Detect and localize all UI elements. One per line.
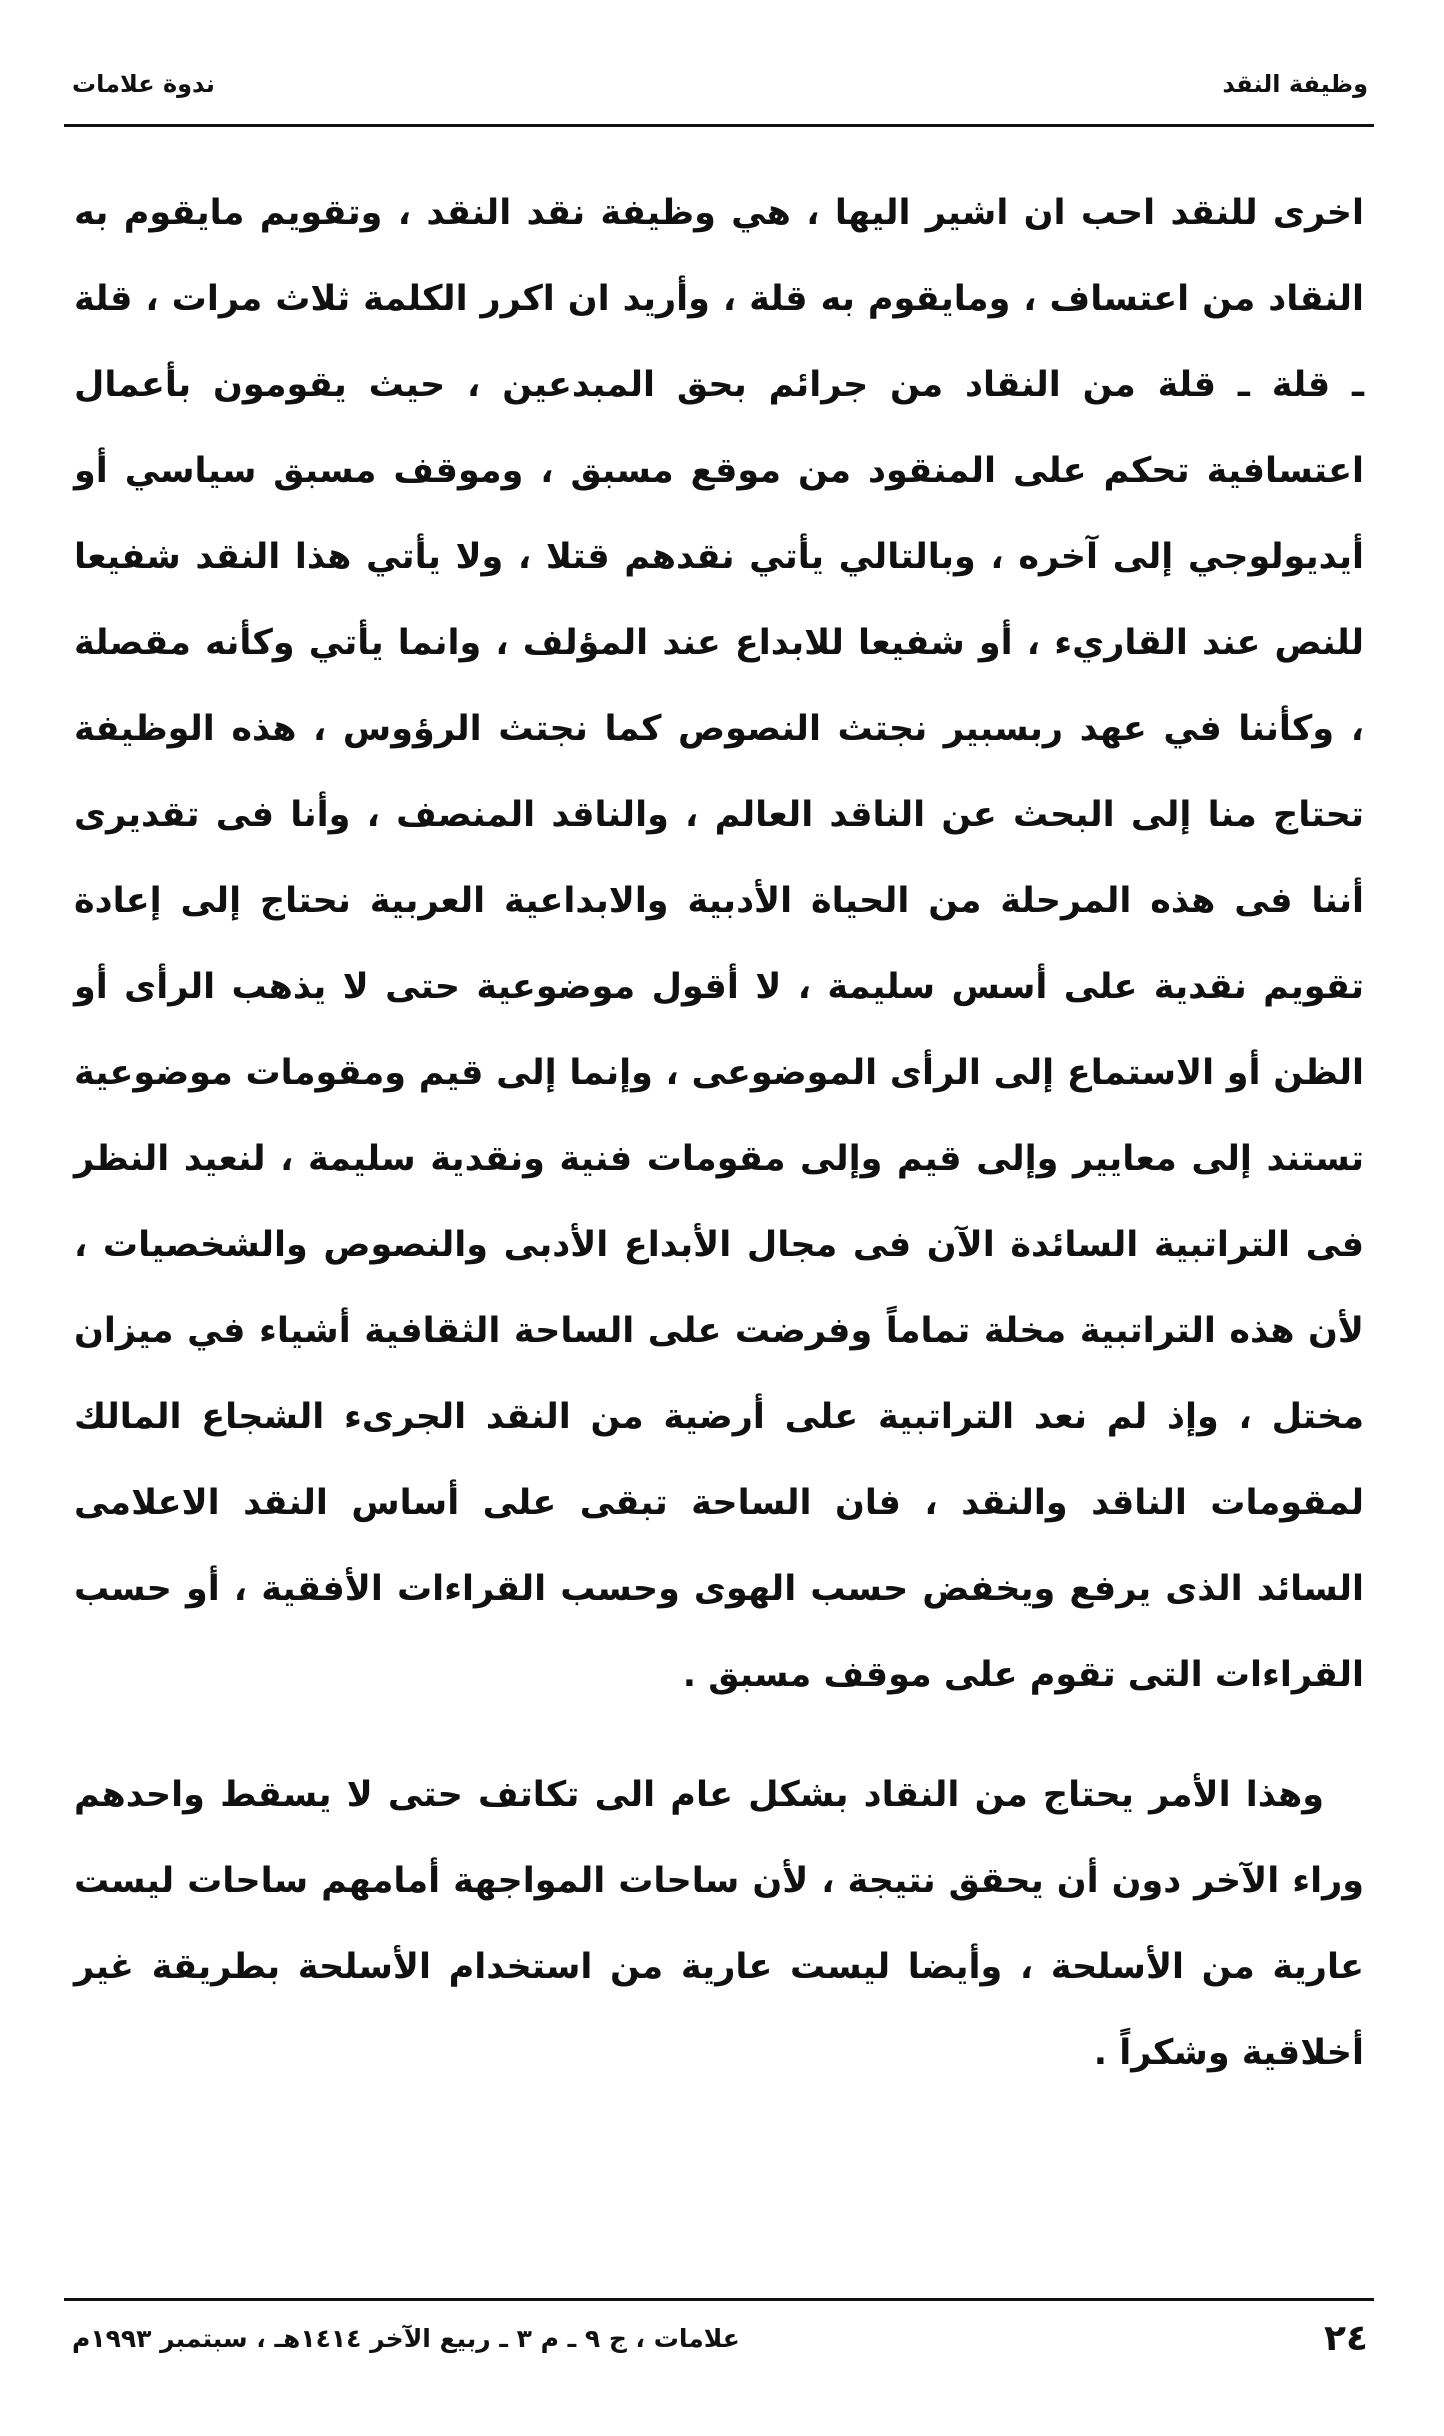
- section-title: وظيفة النقد: [1222, 70, 1368, 98]
- article-body: [74, 170, 1364, 2096]
- header-divider: [64, 124, 1374, 127]
- footer-divider: [64, 2298, 1374, 2301]
- publication-title: ندوة علامات: [72, 70, 215, 98]
- page-number: ٢٤: [1324, 2318, 1368, 2359]
- issue-info: علامات ، ج ٩ ـ م ٣ ـ ربيع الآخر ١٤١٤هـ ، سبتمبر ١٩٩٣م: [72, 2324, 740, 2353]
- running-footer: [72, 2318, 1368, 2388]
- paragraph-1: اخرى للنقد احب ان اشير اليها ، هي وظيفة نقد النقد ، وتقويم مايقوم به النقاد من اعتساف ، ومايقوم به قلة ، وأريد ان اكرر الكلمة ثلاث مرات ، قلة ـ قلة ـ قلة من النقاد من جرائم بحق المبدعين ، حيث يقومون بأعمال اعتسافية تحكم على المنقود من موقع مسبق ، وموقف مسبق سياسي أو أيديولوجي إلى آخره ، وبالتالي يأتي نقدهم قتلا ، ولا يأتي هذا النقد شفيعا للنص عند القاريء ، أو شفيعا للابداع عند المؤلف ، وانما يأتي وكأنه مقصلة ، وكأننا في عهد ربسبير نجتث النصوص كما نجتث الرؤوس ، هذه الوظيفة تحتاج منا إلى البحث عن الناقد العالم ، والناقد المنصف ، وأنا فى تقديرى أننا فى هذه المرحلة من الحياة الأدبية والابداعية العربية نحتاج إلى إعادة تقويم نقدية على أسس سليمة ، لا أقول موضوعية حتى لا يذهب الرأى أو الظن أو الاستماع إلى الرأى الموضوعى ، وإنما إلى قيم ومقومات موضوعية تستند إلى معايير وإلى قيم وإلى مقومات فنية ونقدية سليمة ، لنعيد النظر فى التراتبية السائدة الآن فى مجال الأبداع الأدبى والنصوص والشخصيات ، لأن هذه التراتبية مخلة تماماً وفرضت على الساحة الثقافية أشياء في ميزان مختل ، وإذ لم نعد التراتبية على أرضية من النقد الجرىء الشجاع المالك لمقومات الناقد والنقد ، فان الساحة تبقى على أساس النقد الاعلامى السائد الذى يرفع ويخفض حسب الهوى وحسب القراءات الأفقية ، أو حسب القراءات التى تقوم على موقف مسبق .: [74, 193, 1364, 1695]
- running-header: [72, 62, 1368, 122]
- paragraph-2: وهذا الأمر يحتاج من النقاد بشكل عام الى تكاتف حتى لا يسقط واحدهم وراء الآخر دون أن يحقق نتيجة ، لأن ساحات المواجهة أمامهم ساحات ليست عارية من الأسلحة ، وأيضا ليست عارية من استخدام الأسلحة بطريقة غير أخلاقية وشكراً .: [74, 1775, 1364, 2073]
